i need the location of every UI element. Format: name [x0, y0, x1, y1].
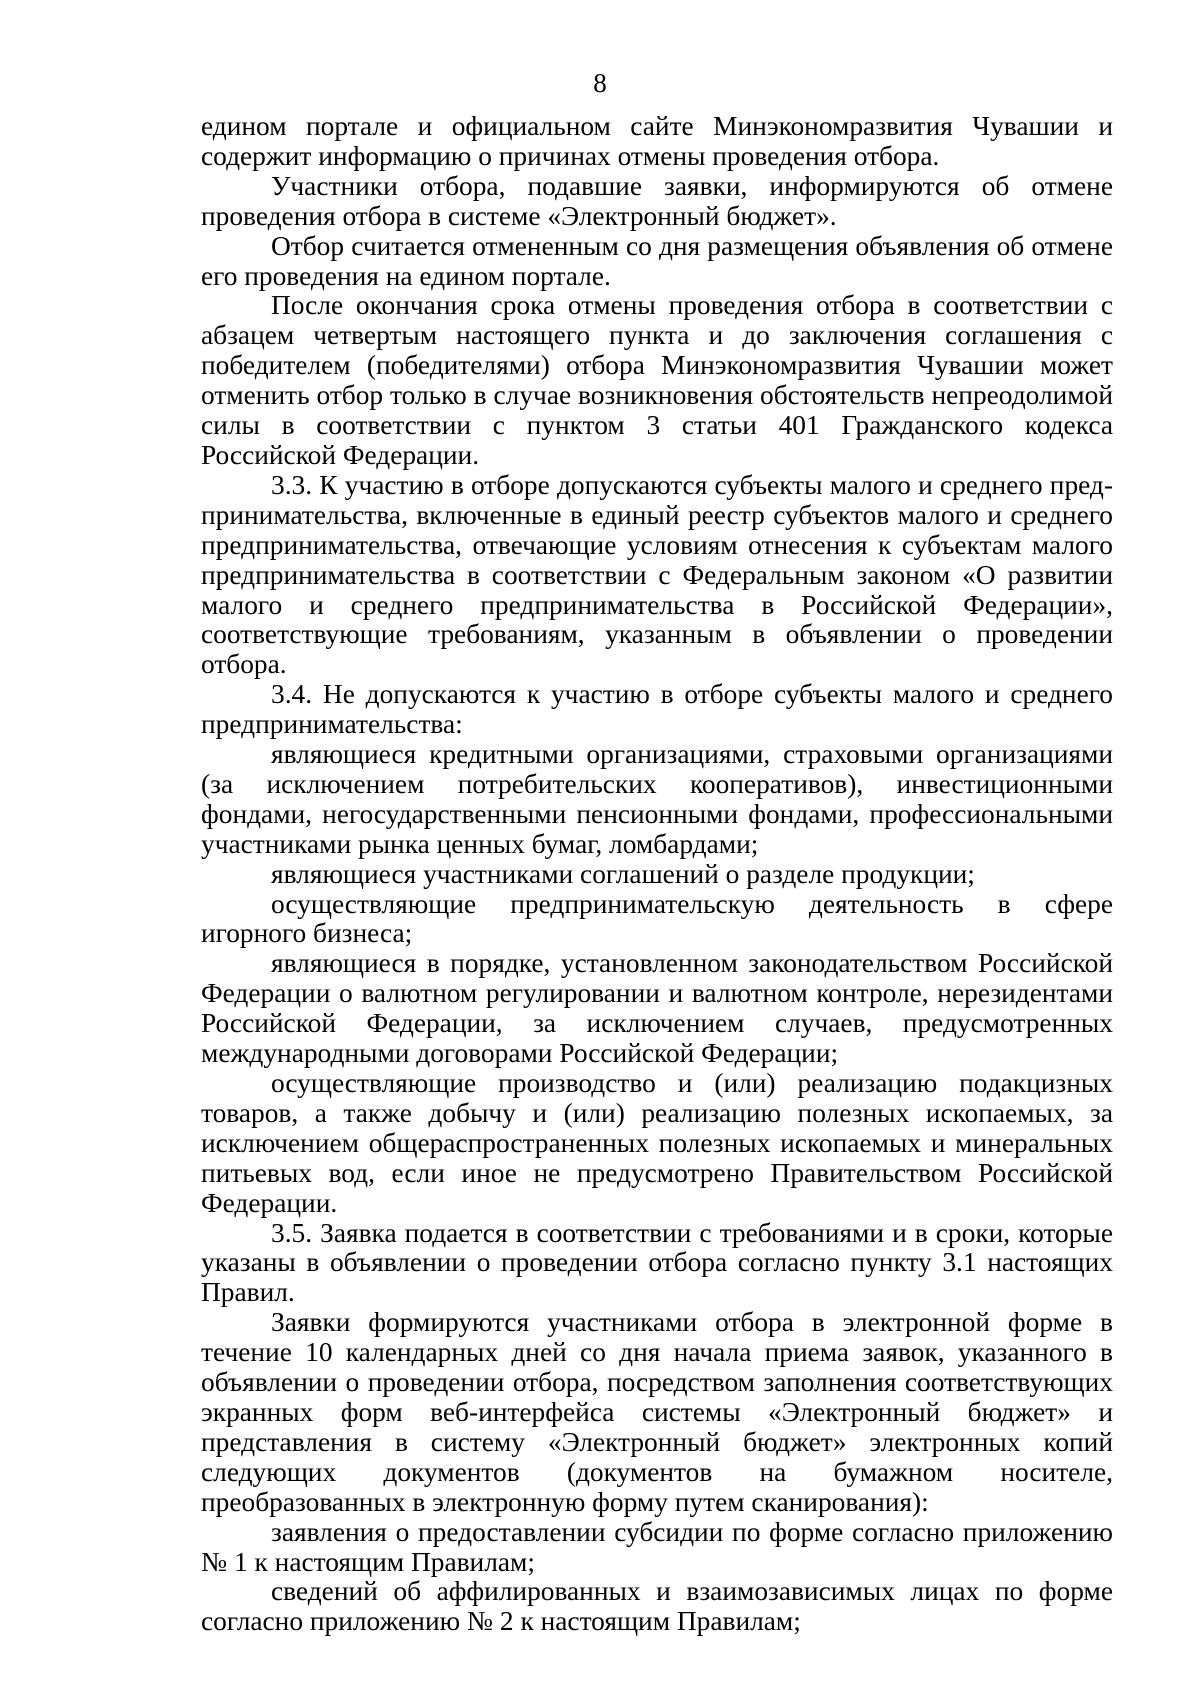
list-item-subsidy-application: заявления о предоставлении субсидии по форме согласно приложению № 1 к настоящим Правилам;: [201, 1516, 1113, 1577]
paragraph-3-4: 3.4. Не допускаются к участию в отборе субъекты малого и среднего предпринимательства:: [201, 679, 1113, 740]
document-body: [201, 112, 1113, 1637]
list-item-gambling: осуществляющие предпринимательскую деятельность в сфере игорного бизнеса;: [201, 888, 1113, 949]
list-item-non-residents: являющиеся в порядке, установленном законодательством Российской Федерации о валютном регулировании и валютном контроле, нерезидентами Российской Федерации, за исключением случаев, предусмотренных международными договорами Российской Федерации;: [201, 948, 1113, 1069]
paragraph-3-3: 3.3. К участию в отборе допускаются субъекты малого и среднего предпринимательства, включенные в единый реестр субъектов малого и среднего предпринимательства, отвечающие условиям отнесения к субъектам малого предпринимательства в соответствии с Федеральным законом «О развитии малого и среднего предпринимательства в Российской Федерации», соответствующие требованиям, указанным в объявлении о проведении отбора.: [201, 469, 1113, 680]
paragraph-3-5: 3.5. Заявка подается в соответствии с требованиями и в сроки, которые указаны в объявлении о проведении отбора согласно пункту 3.1 настоящих Правил.: [201, 1217, 1113, 1308]
list-item-excise-goods: осуществляющие производство и (или) реализацию подакцизных товаров, а также добычу и (или) реализацию полезных ископаемых, за исключением общераспространенных полезных ископаемых и минеральных питьевых вод, если иное не предусмотрено Правительством Российской Федерации.: [201, 1068, 1113, 1218]
page-number: 8: [593, 68, 607, 98]
paragraph-selection-cancelled: Отбор считается отмененным со дня размещения объявления об отмене его проведения на едином портале.: [201, 230, 1113, 291]
paragraph-applications-formed: Заявки формируются участниками отбора в электронной форме в течение 10 календарных дней со дня начала приема заявок, указанного в объявлении о проведении отбора, посредством заполнения соответствующих экранных форм веб-интерфейса системы «Электронный бюджет» и представления в систему «Электронный бюджет» электронных копий следующих документов (документов на бумажном носителе, преобразованных в электронную форму путем сканирования):: [201, 1307, 1113, 1517]
list-item-production-sharing: являющиеся участниками соглашений о разделе продукции;: [271, 858, 975, 889]
paragraph-force-majeure: После окончания срока отмены проведения отбора в соответствии с абзацем четвертым настоящего пункта и до заключения соглашения с победителем (победителями) отбора Минэкономразвития Чувашии может отменить отбор только в случае возникновения обстоятельств непреодолимой силы в соответствии с пунктом 3 статьи 401 Гражданского кодекса Российской Федерации.: [201, 290, 1113, 470]
paragraph-continuation: едином портале и официальном сайте Минэкономразвития Чувашии и содержит информацию о причинах отмены проведения отбора.: [201, 111, 1113, 171]
list-item-credit-organizations: являющиеся кредитными организациями, страховыми организациями (за исключением потребительских кооперативов), инвестиционными фондами, негосударственными пенсионными фондами, профессиональными участниками рынка ценных бумаг, ломбардами;: [201, 739, 1113, 859]
paragraph-participants-notified: Участники отбора, подавшие заявки, информируются об отмене проведения отбора в системе «Электронный бюджет».: [201, 170, 1113, 231]
list-item-affiliated-persons: сведений об аффилированных и взаимозависимых лицах по форме согласно приложению № 2 к настоящим Правилам;: [201, 1576, 1113, 1637]
